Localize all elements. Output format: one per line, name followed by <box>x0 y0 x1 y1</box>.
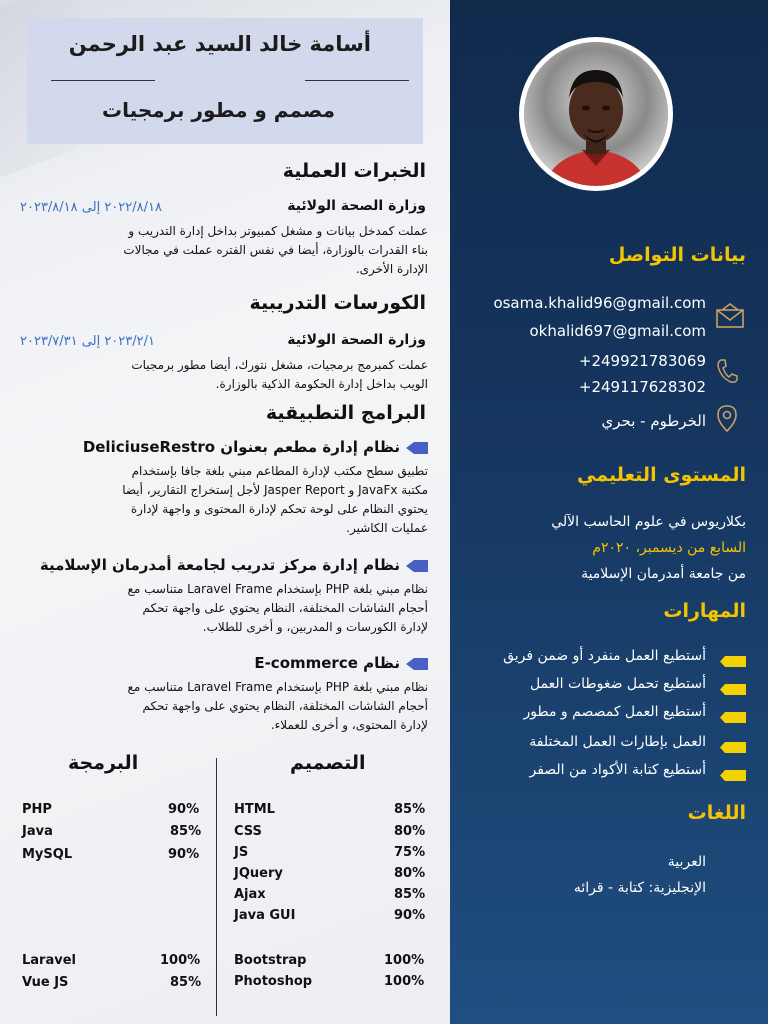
education-title: المستوى التعليمي <box>576 464 746 486</box>
courses-date: ٢٠٢٣/٢/١ إلى ٢٠٢٣/٧/٣١ <box>20 334 155 349</box>
skill-pct: 100% <box>160 953 201 968</box>
bullet-icon <box>720 680 746 691</box>
bullet-icon <box>720 708 746 719</box>
courses-desc <box>18 356 428 394</box>
experience-desc <box>18 222 428 279</box>
skills-title: المهارات <box>663 600 746 622</box>
projects-title: البرامج التطبيقية <box>265 402 426 424</box>
experience-line: الإدارة الأخرى. <box>355 262 428 276</box>
skill-item: أستطيع العمل كمصصم و مطور <box>523 704 706 720</box>
phone-link[interactable]: +249921783069 <box>578 352 706 370</box>
education-university: من جامعة أمدرمان الإسلامية <box>581 566 746 582</box>
location-text: الخرطوم - بحري <box>601 412 706 430</box>
courses-line: الويب بداخل إدارة الحكومة الذكية بالوزارة. <box>215 377 428 391</box>
skill-pct: 100% <box>384 974 425 989</box>
skill-name: JQuery <box>234 866 283 881</box>
project-line: أحجام الشاشات المختلفة، النظام يحتوي على واجهة تحكم <box>142 601 428 615</box>
divider <box>216 758 217 1016</box>
education-date: السابع من ديسمبر، ٢٠٢٠م <box>592 540 746 556</box>
design-title: التصميم <box>290 752 366 774</box>
project-line: نظام مبني بلغة PHP بإستخدام Laravel Frame متناسب مع <box>127 582 428 596</box>
arrow-left-icon <box>406 442 428 454</box>
skill-pct: 90% <box>168 847 200 862</box>
header-box <box>27 18 423 144</box>
project-desc <box>18 678 428 735</box>
location-pin-icon <box>716 404 738 438</box>
mail-icon <box>714 302 746 334</box>
skill-item: أستطيع العمل منفرد أو ضمن فريق <box>503 648 706 664</box>
skill-name: Laravel <box>22 953 76 968</box>
experience-date: ٢٠٢٢/٨/١٨ إلى ٢٠٢٣/٨/١٨ <box>20 200 162 215</box>
project-line: أحجام الشاشات المختلفة، النظام يحتوي على واجهة تحكم <box>142 699 428 713</box>
skill-name: PHP <box>22 802 52 817</box>
skill-name: Bootstrap <box>234 953 307 968</box>
arrow-left-icon <box>406 560 428 572</box>
experience-org: وزارة الصحة الولائية <box>287 198 426 214</box>
skill-name: Vue JS <box>22 975 69 990</box>
skill-pct: 80% <box>394 824 426 839</box>
courses-title: الكورسات التدريبية <box>249 292 426 314</box>
skill-pct: 85% <box>394 802 426 817</box>
project-line: يحتوي النظام على لوحة تحكم لإدارة المحتوى و واجهة لإدارة <box>130 502 428 516</box>
project-title: نظام إدارة مطعم بعنوان DeliciuseRestro <box>82 438 400 456</box>
email-link[interactable]: osama.khalid96@gmail.com <box>493 294 706 312</box>
person-name: أسامة خالد السيد عبد الرحمن <box>68 32 371 56</box>
contact-title: بيانات التواصل <box>608 244 746 266</box>
skill-pct: 90% <box>168 802 200 817</box>
project-line: عمليات الكاشير. <box>346 521 428 535</box>
divider <box>305 80 409 81</box>
skill-pct: 75% <box>394 845 426 860</box>
skill-name: Ajax <box>234 887 266 902</box>
courses-org: وزارة الصحة الولائية <box>287 332 426 348</box>
arrow-left-icon <box>406 658 428 670</box>
skill-name: HTML <box>234 802 275 817</box>
experience-title: الخبرات العملية <box>282 160 426 182</box>
profile-photo <box>524 42 668 186</box>
skill-item: أستطيع تحمل ضغوطات العمل <box>529 676 706 692</box>
skill-name: MySQL <box>22 847 73 862</box>
job-title: مصمم و مطور برمجيات <box>102 98 335 122</box>
language-item: العربية <box>667 854 706 870</box>
skill-name: JS <box>234 845 249 860</box>
avatar <box>519 37 673 191</box>
skill-name: Java <box>22 824 53 839</box>
bullet-icon <box>720 738 746 749</box>
project-desc <box>18 580 428 637</box>
sidebar <box>450 0 768 1024</box>
skill-item: أستطيع كتابة الأكواد من الصفر <box>529 762 706 778</box>
skill-pct: 100% <box>384 953 425 968</box>
skill-name: CSS <box>234 824 262 839</box>
programming-title: البرمجة <box>68 752 139 774</box>
project-desc <box>18 462 428 538</box>
education-degree: بكلاريوس في علوم الحاسب الآلي <box>551 514 746 530</box>
skill-item: العمل بإطارات العمل المختلفة <box>529 734 706 750</box>
bullet-icon <box>720 766 746 777</box>
divider <box>51 80 155 81</box>
skill-name: Photoshop <box>234 974 313 989</box>
skill-name: Java GUI <box>234 908 296 923</box>
skill-pct: 90% <box>394 908 426 923</box>
skill-pct: 85% <box>394 887 426 902</box>
bullet-icon <box>720 652 746 663</box>
email-link[interactable]: okhalid697@gmail.com <box>529 322 706 340</box>
project-line: تطبيق سطح مكتب لإدارة المطاعم مبني بلغة جافا بإستخدام <box>131 464 428 478</box>
courses-line: عملت كمبرمج برمجيات، مشغل نتورك، أيضا مطور برمجيات <box>131 358 428 372</box>
project-line: نظام مبني بلغة PHP بإستخدام Laravel Frame متناسب مع <box>127 680 428 694</box>
language-item: الإنجليزية: كتابة - قرائه <box>573 880 706 896</box>
project-title: نظام إدارة مركز تدريب لجامعة أمدرمان الإسلامية <box>39 556 400 574</box>
phone-link[interactable]: +249117628302 <box>578 378 706 396</box>
skill-pct: 85% <box>170 824 202 839</box>
experience-line: عملت كمدخل بيانات و مشغل كمبيوتر بداخل إدارة التدريب و <box>128 224 428 238</box>
project-title: نظام E-commerce <box>254 654 400 672</box>
languages-title: اللغات <box>687 802 746 824</box>
project-line: لإدارة الكورسات و المدربين، و أخرى للطلاب. <box>202 620 428 634</box>
project-line: مكتبة JavaFx و Jasper Report لأجل إستخراج التقارير، أيضا <box>122 483 428 497</box>
skill-pct: 80% <box>394 866 426 881</box>
project-line: لإدارة المحتوى، و أخرى للعملاء. <box>270 718 428 732</box>
skill-pct: 85% <box>170 975 202 990</box>
experience-line: بناء القدرات بالوزارة، أيضا في نفس الفتره عملت في مجالات <box>123 243 428 257</box>
phone-icon <box>716 358 738 388</box>
